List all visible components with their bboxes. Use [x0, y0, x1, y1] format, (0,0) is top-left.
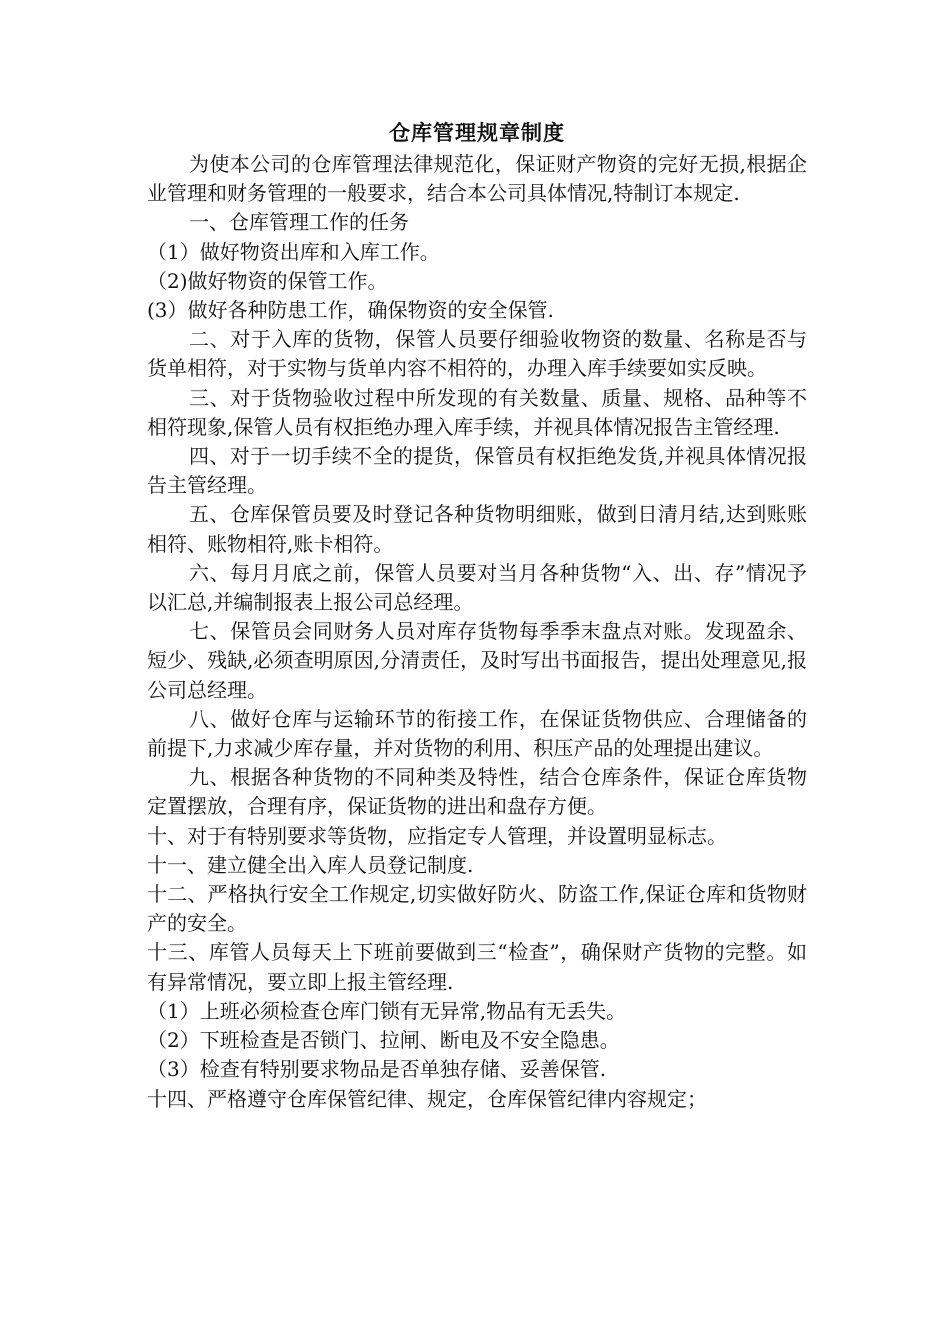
document-title: 仓库管理规章制度: [389, 120, 565, 145]
paragraph: 四、对于一切手续不全的提货，保管员有权拒绝发货,并视具体情况报告主管经理。: [147, 444, 807, 498]
list-item: （1）做好物资出库和入库工作。: [147, 239, 440, 264]
paragraph: 五、仓库保管员要及时登记各种货物明细账，做到日清月结,达到账账相符、账物相符,账卡相符。: [147, 502, 807, 556]
document-body: [147, 150, 807, 1114]
list-item: （2）下班检查是否锁门、拉闸、断电及不安全隐患。: [147, 1028, 620, 1053]
list-item: (3）做好各种防患工作，确保物资的安全保管.: [147, 298, 554, 323]
paragraph: 十三、库管人员每天上下班前要做到三“检查”，确保财产货物的完整。如有异常情况，要立即上报主管经理.: [147, 940, 807, 994]
section-heading: 一、仓库管理工作的任务: [189, 210, 409, 235]
list-item: （2)做好物资的保管工作。: [147, 268, 388, 293]
list-item: （3）检查有特别要求物品是否单独存储、妥善保管.: [147, 1057, 607, 1082]
document-page: [147, 116, 807, 1114]
paragraph: 为使本公司的仓库管理法律规范化，保证财产物资的完好无损,根据企业管理和财务管理的一般要求，结合本公司具体情况,特制订本规定.: [147, 152, 807, 206]
paragraph: 七、保管员会同财务人员对库存货物每季季末盘点对账。发现盈余、短少、残缺,必须查明原因,分清责任，及时写出书面报告，提出处理意见,报公司总经理。: [147, 619, 807, 702]
paragraph: 三、对于货物验收过程中所发现的有关数量、质量、规格、品种等不相符现象,保管人员有权拒绝办理入库手续，并视具体情况报告主管经理.: [147, 385, 807, 439]
paragraph: 九、根据各种货物的不同种类及特性，结合仓库条件，保证仓库货物定置摆放，合理有序，保证货物的进出和盘存方便。: [147, 765, 807, 819]
paragraph: 六、每月月底之前，保管人员要对当月各种货物“入、出、存”情况予以汇总,并编制报表上报公司总经理。: [147, 560, 807, 615]
paragraph: 十四、严格遵守仓库保管纪律、规定，仓库保管纪律内容规定；: [147, 1086, 707, 1111]
paragraph: 十二、严格执行安全工作规定,切实做好防火、防盗工作,保证仓库和货物财产的安全。: [147, 882, 807, 936]
paragraph: 二、对于入库的货物，保管人员要仔细验收物资的数量、名称是否与货单相符，对于实物与货单内容不相符的，办理入库手续要如实反映。: [147, 327, 807, 381]
list-item: （1）上班必须检查仓库门锁有无异常,物品有无丢失。: [147, 998, 627, 1023]
paragraph: 八、做好仓库与运输环节的衔接工作，在保证货物供应、合理储备的前提下,力求减少库存量，并对货物的利用、积压产品的处理提出建议。: [147, 706, 807, 761]
paragraph: 十、对于有特别要求等货物，应指定专人管理，并设置明显标志。: [147, 823, 727, 848]
paragraph: 十一、建立健全出入库人员登记制度.: [147, 852, 474, 877]
